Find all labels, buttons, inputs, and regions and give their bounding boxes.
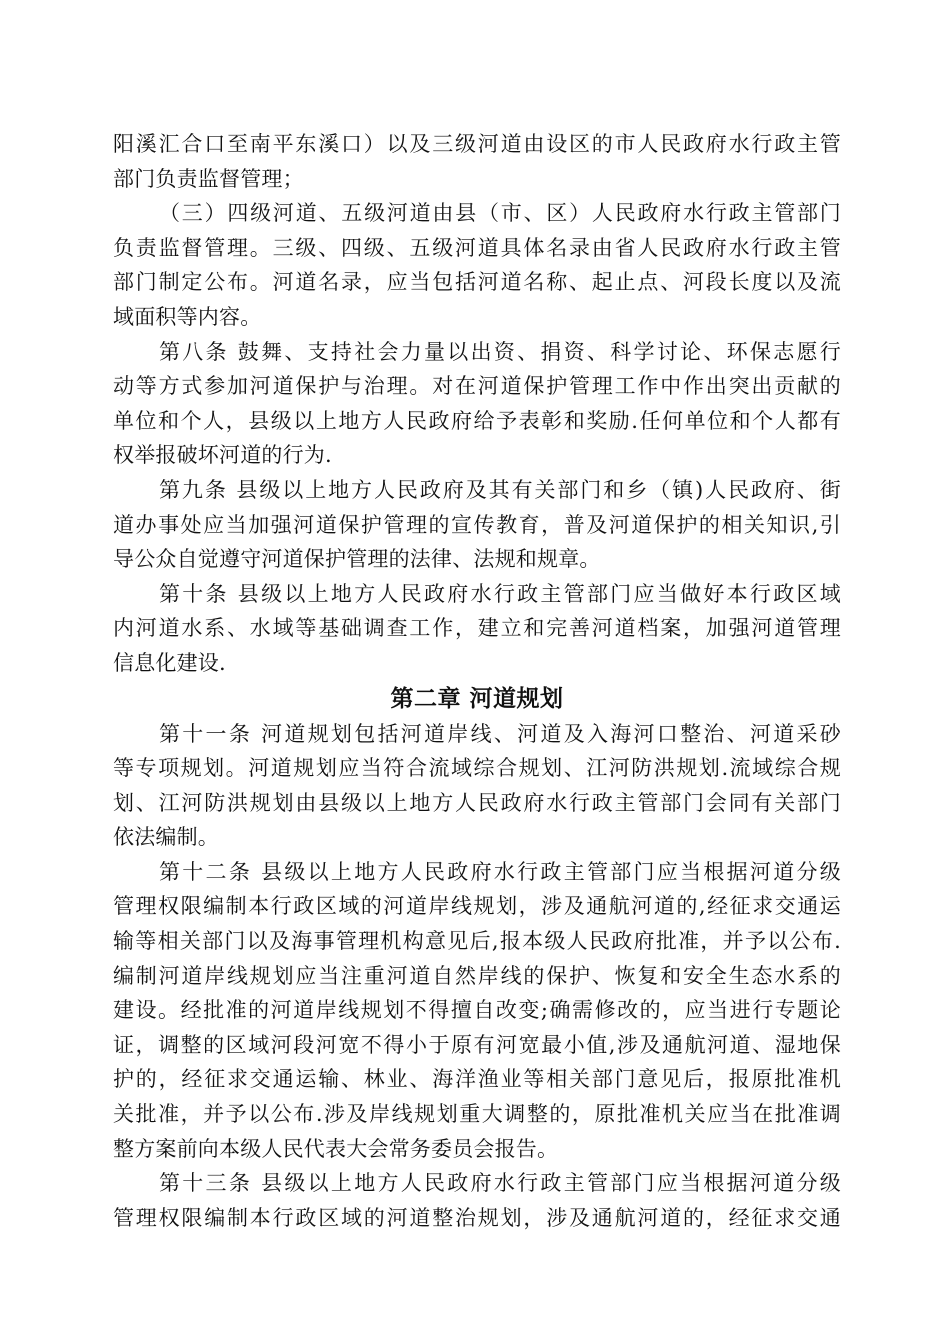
text-line: 权举报破坏河道的行为. <box>113 443 332 468</box>
text-line: 动等方式参加河道保护与治理。对在河道保护管理工作中作出突出贡献的 <box>113 374 841 399</box>
text-line: 阳溪汇合口至南平东溪口）以及三级河道由设区的市人民政府水行政主管 <box>113 132 841 156</box>
text-line: 划、江河防洪规划由县级以上地方人民政府水行政主管部门会同有关部门 <box>113 790 841 815</box>
text-line: 道办事处应当加强河道保护管理的宣传教育，普及河道保护的相关知识,引 <box>113 512 841 537</box>
text-line: 第十二条 县级以上地方人民政府水行政主管部门应当根据河道分级 <box>159 859 841 884</box>
text-line: 部门制定公布。河道名录，应当包括河道名称、起止点、河段长度以及流 <box>113 270 841 295</box>
text-line: 域面积等内容。 <box>113 304 262 329</box>
document-page <box>113 127 841 1235</box>
text-line: 负责监督管理。三级、四级、五级河道具体名录由省人民政府水行政主管 <box>113 235 841 260</box>
text-line: 第十条 县级以上地方人民政府水行政主管部门应当做好本行政区域 <box>159 581 841 606</box>
text-line: 导公众自觉遵守河道保护管理的法律、法规和规章。 <box>113 547 601 572</box>
text-line: 依法编制。 <box>113 825 219 850</box>
article-12 <box>113 855 841 1166</box>
text-line: 第八条 鼓舞、支持社会力量以出资、捐资、科学讨论、环保志愿行 <box>159 339 841 364</box>
text-line: 整方案前向本级人民代表大会常务委员会报告。 <box>113 1136 559 1161</box>
text-line: 单位和个人，县级以上地方人民政府给予表彰和奖励.任何单位和个人都有 <box>113 408 841 433</box>
text-line: （三）四级河道、五级河道由县（市、区）人民政府水行政主管部门 <box>159 201 841 226</box>
text-line: 关批准，并予以公布.涉及岸线规划重大调整的，原批准机关应当在批准调 <box>113 1102 841 1127</box>
article-11 <box>113 717 841 855</box>
text-line: 第十一条 河道规划包括河道岸线、河道及入海河口整治、河道采砂 <box>159 721 841 746</box>
text-line: 部门负责监督管理； <box>113 166 304 191</box>
paragraph <box>113 196 841 334</box>
text-line: 内河道水系、水域等基础调查工作，建立和完善河道档案，加强河道管理 <box>113 616 841 641</box>
article-13 <box>113 1166 841 1235</box>
text-line: 管理权限编制本行政区域的河道岸线规划，涉及通航河道的,经征求交通运 <box>113 894 841 919</box>
text-line: 编制河道岸线规划应当注重河道自然岸线的保护、恢复和安全生态水系的 <box>113 963 841 988</box>
text-line: 证，调整的区域河段河宽不得小于原有河宽最小值,涉及通航河道、湿地保 <box>113 1032 841 1057</box>
text-line: 第十三条 县级以上地方人民政府水行政主管部门应当根据河道分级 <box>159 1171 841 1196</box>
text-line: 等专项规划。河道规划应当符合流域综合规划、江河防洪规划.流域综合规 <box>113 756 841 781</box>
chapter-heading: 第二章 河道规划 <box>390 685 564 712</box>
article-8 <box>113 335 841 473</box>
article-9 <box>113 473 841 577</box>
article-10 <box>113 577 841 681</box>
text-line: 输等相关部门以及海事管理机构意见后,报本级人民政府批准，并予以公布. <box>113 929 841 954</box>
text-line: 建设。经批准的河道岸线规划不得擅自改变;确需修改的，应当进行专题论 <box>113 998 841 1023</box>
text-line: 信息化建设. <box>113 650 226 675</box>
text-line: 护的，经征求交通运输、林业、海洋渔业等相关部门意见后，报原批准机 <box>113 1067 841 1092</box>
text-line: 管理权限编制本行政区域的河道整治规划，涉及通航河道的，经征求交通 <box>113 1205 841 1230</box>
text-line: 第九条 县级以上地方人民政府及其有关部门和乡（镇)人民政府、街 <box>159 477 841 502</box>
paragraph <box>113 127 841 196</box>
